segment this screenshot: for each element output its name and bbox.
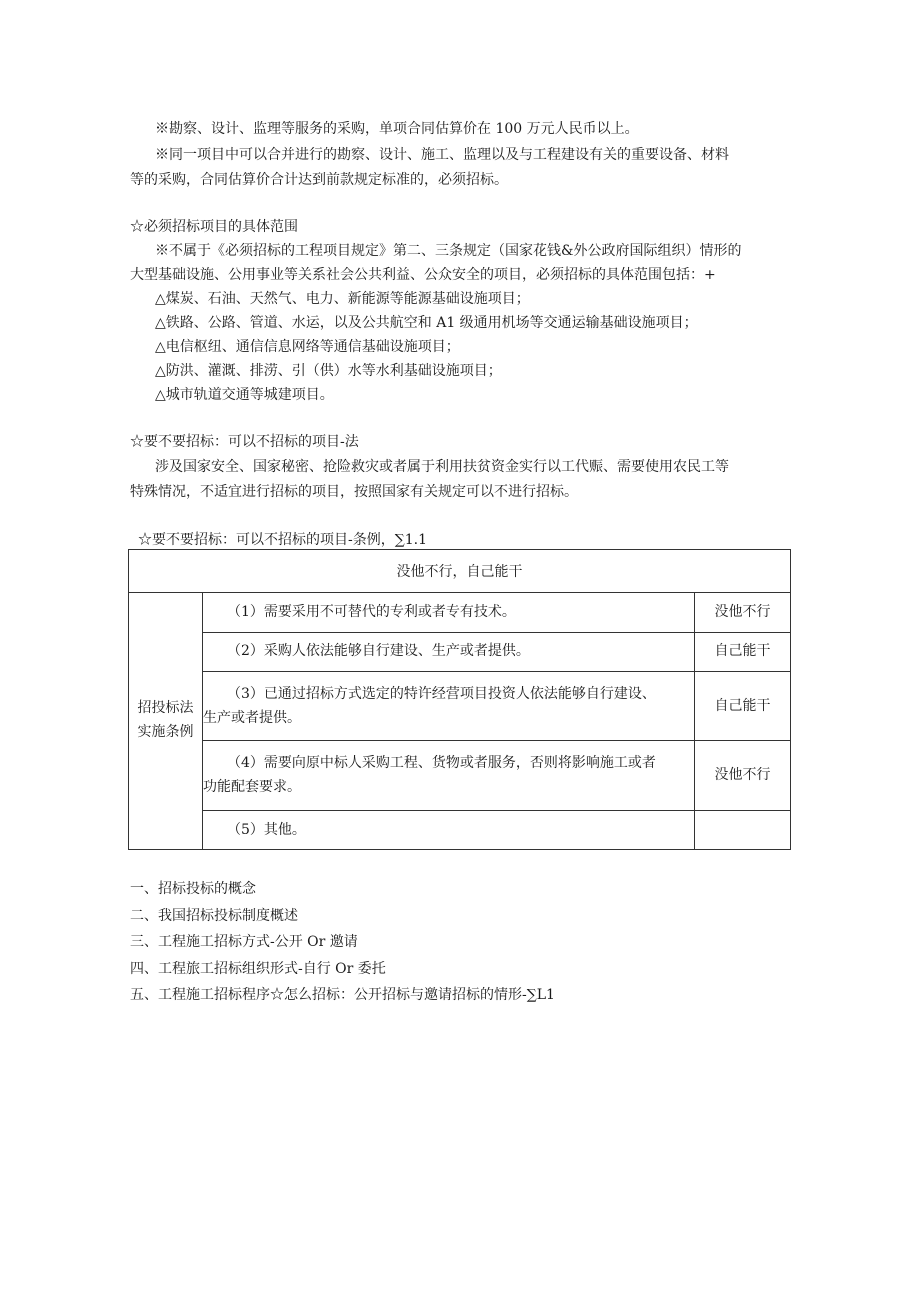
table-row-4-tag: 没他不行 xyxy=(714,767,771,783)
outline-item-3: 三、工程施工招标方式-公开 Or 邀请 xyxy=(130,934,358,950)
table-row-1-tag: 没他不行 xyxy=(714,604,771,620)
table-row-4-text-cont: 功能配套要求。 xyxy=(203,779,301,795)
table-row-1-text: （1）需要采用不可替代的专利或者专有技术。 xyxy=(227,604,516,620)
table-row-3-tag: 自己能干 xyxy=(714,698,771,714)
table-row-5-text: （5）其他。 xyxy=(227,822,306,838)
table-left-label xyxy=(129,696,202,744)
scope-intro: ※不属于《必须招标的工程项目规定》第二、三条规定（国家花钱&外公政府国际组织）情形的 xyxy=(155,243,742,259)
table-header: 没他不行，自己能干 xyxy=(396,564,523,580)
scope-item-water: △防洪、灌溉、排涝、引（供）水等水利基础设施项目； xyxy=(155,363,502,379)
scope-item-urban: △城市轨道交通等城建项目。 xyxy=(155,387,334,403)
table-row-3-text: （3）已通过招标方式选定的特许经营项目投资人依法能够自行建设、 xyxy=(227,686,656,702)
paragraph-combined-procurement-cont: 等的采购，合同估算价合计达到前款规定标准的，必须招标。 xyxy=(130,172,508,188)
paragraph-service-procurement: ※勘察、设计、监理等服务的采购，单项合同估算价在 100 万元人民币以上。 xyxy=(155,121,639,137)
table-left-label-line1: 招投标法 xyxy=(137,700,194,716)
exempt-law-heading: ☆要不要招标：可以不招标的项目-法 xyxy=(130,434,359,450)
outline-item-5: 五、工程施工招标程序☆怎么招标：公开招标与邀请招标的情形-∑L1 xyxy=(130,987,555,1003)
table-row-2-text: （2）采购人依法能够自行建设、生产或者提供。 xyxy=(227,643,530,659)
exempt-reg-heading: ☆要不要招标：可以不招标的项目-条例，∑1.1 xyxy=(138,532,427,548)
scope-item-transport: △铁路、公路、管道、水运，以及公共航空和 A1 级通用机场等交通运输基础设施项目； xyxy=(155,315,698,331)
scope-item-telecom: △电信枢纽、通信信息网络等通信基础设施项目； xyxy=(155,339,460,355)
outline-item-2: 二、我国招标投标制度概述 xyxy=(130,908,298,924)
table-row-4-text: （4）需要向原中标人采购工程、货物或者服务，否则将影响施工或者 xyxy=(227,755,656,771)
paragraph-combined-procurement: ※同一项目中可以合并进行的勘察、设计、施工、监理以及与工程建设有关的重要设备、材料 xyxy=(155,147,729,163)
scope-intro-cont: 大型基础设施、公用事业等关系社会公共利益、公众安全的项目，必须招标的具体范围包括：+ xyxy=(130,267,716,283)
exemption-table xyxy=(128,549,791,850)
table-row-2-tag: 自己能干 xyxy=(714,643,771,659)
exempt-law-text-cont: 特殊情况，不适宜进行招标的项目，按照国家有关规定可以不进行招标。 xyxy=(130,484,578,500)
scope-item-energy: △煤炭、石油、天然气、电力、新能源等能源基础设施项目； xyxy=(155,291,530,307)
outline-item-4: 四、工程旅工招标组织形式-自行 Or 委托 xyxy=(130,961,386,977)
table-row-3-text-cont: 生产或者提供。 xyxy=(203,710,301,726)
exempt-law-text: 涉及国家安全、国家秘密、抢险救灾或者属于利用扶贫资金实行以工代赈、需要使用农民工等 xyxy=(155,459,729,475)
scope-heading: ☆必须招标项目的具体范围 xyxy=(130,219,298,235)
outline-item-1: 一、招标投标的概念 xyxy=(130,881,256,897)
table-left-label-line2: 实施条例 xyxy=(137,724,194,740)
